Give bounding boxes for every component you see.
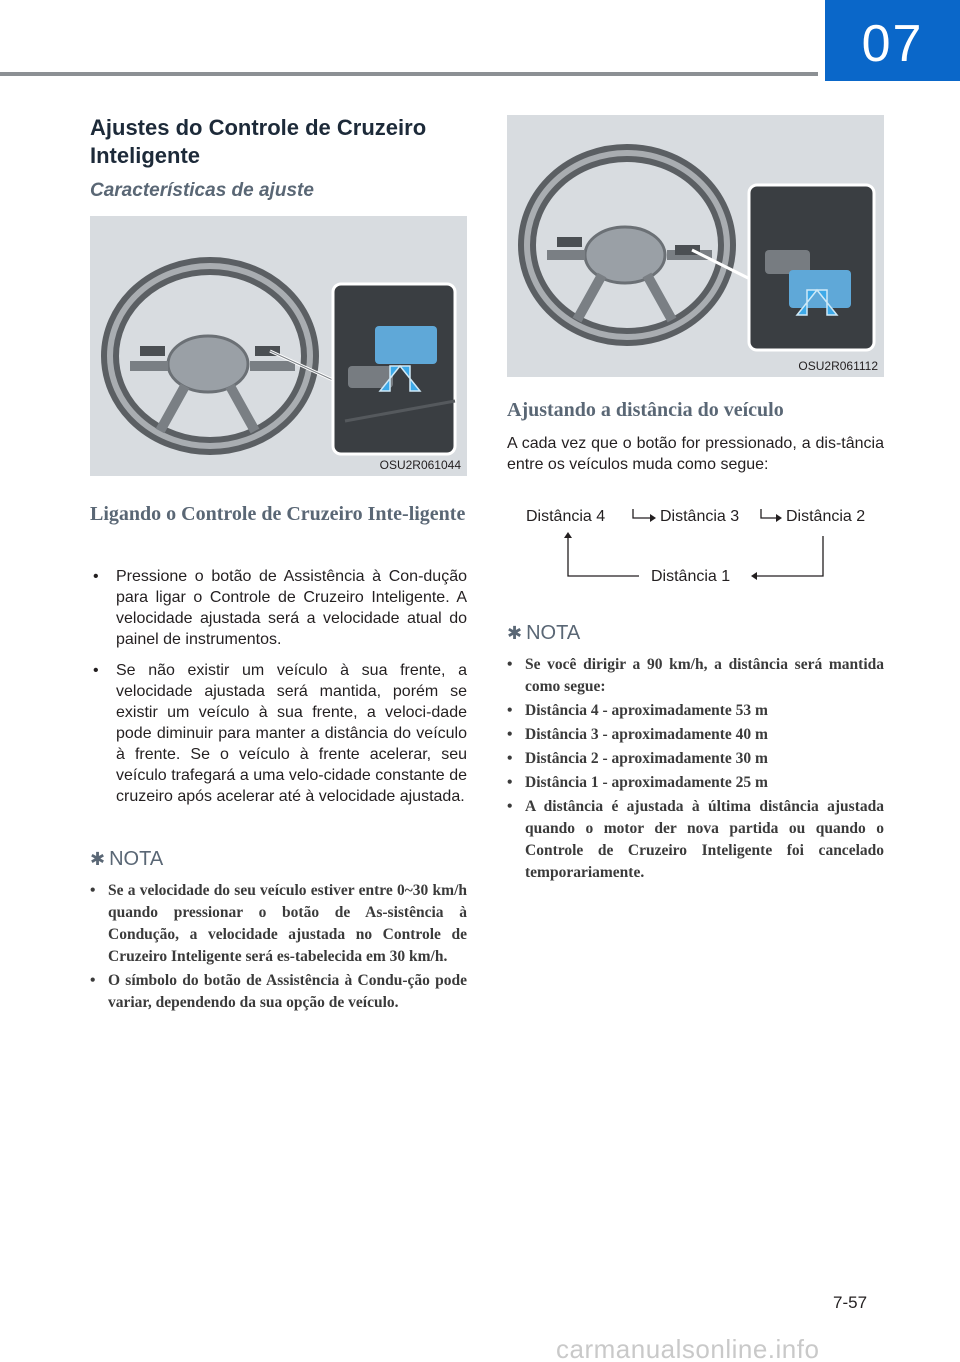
distance-4-label: Distância 4 — [526, 508, 606, 525]
nota-label: NOTA — [526, 622, 581, 644]
arrow-1-to-4 — [568, 538, 639, 576]
arrow-3-to-2 — [761, 509, 776, 518]
nota-label: NOTA — [109, 848, 164, 870]
note-item: • Se a velocidade do seu veículo estiver entre 0~30 km/h quando pressionar o botão de As-sistência à Condução, a velocidade ajustada no Controle de Cruzeiro Inteligente será es-tabelecida em 30 km/h. — [90, 880, 467, 968]
figure-code: OSU2R061112 — [798, 359, 878, 373]
section-title-ajustando — [507, 396, 884, 424]
note-list-2 — [507, 654, 884, 886]
page-title: Ajustes do Controle de Cruzeiro Inteligente — [90, 115, 427, 168]
note-item: • Distância 2 - aproximadamente 30 m — [507, 748, 884, 770]
subtitle: Características de ajuste — [90, 180, 314, 201]
diagram-arrows — [507, 500, 884, 600]
distance-2-label: Distância 2 — [786, 508, 866, 525]
note-item: • Distância 3 - aproximadamente 40 m — [507, 724, 884, 746]
distance-cycle-diagram — [507, 500, 884, 600]
header-rule — [0, 72, 818, 76]
steering-wheel-illustration — [90, 216, 467, 476]
watermark: carmanualsonline.info — [556, 1334, 820, 1362]
page-number: 7-57 — [833, 1293, 868, 1312]
note-item: • A distância é ajustada à última distância ajustada quando o motor der nova partida ou quando o Controle de Cruzeiro Inteligente foi cancelado temporariamente. — [507, 796, 884, 884]
note-item: • Distância 1 - aproximadamente 25 m — [507, 772, 884, 794]
section-title-text: Ligando o Controle de Cruzeiro Inte-ligente — [90, 503, 466, 525]
nota-heading-2 — [507, 622, 580, 645]
steering-wheel-illustration-2 — [507, 115, 884, 377]
list-item: • Se não existir um veículo à sua frente, a velocidade ajustada será mantida, porém se existir um veículo à sua frente, a veloci-dade pode diminuir para manter a distância do veículo à frente. Se o veículo à frente acelerar, seu veículo trafegará a uma velo-cidade constante de cruzeiro após acelerar até à velocidade ajustada. — [90, 660, 467, 807]
note-item: • Distância 4 - aproximadamente 53 m — [507, 700, 884, 722]
distance-1-label: Distância 1 — [651, 568, 731, 585]
bullet-list — [90, 566, 467, 817]
steering-wheel-figure-2 — [507, 115, 884, 377]
nota-heading — [90, 848, 163, 871]
arrow-2-to-1 — [757, 536, 823, 576]
note-cross-icon: ✱ — [90, 849, 106, 869]
arrow-4-to-3 — [633, 509, 650, 518]
section-title-ligando — [90, 500, 467, 528]
distance-3-label: Distância 3 — [660, 508, 740, 525]
intro-paragraph: A cada vez que o botão for pressionado, a dis-tância entre os veículos muda como segue: — [507, 435, 884, 473]
figure-code: OSU2R061044 — [379, 458, 461, 472]
note-cross-icon: ✱ — [507, 623, 523, 643]
chapter-number: 07 — [825, 0, 960, 81]
note-item: • Se você dirigir a 90 km/h, a distância será mantida como segue: — [507, 654, 884, 698]
note-item: • O símbolo do botão de Assistência à Condu-ção pode variar, dependendo da sua opção de veículo. — [90, 970, 467, 1014]
note-list — [90, 880, 467, 1016]
list-item: • Pressione o botão de Assistência à Con-dução para ligar o Controle de Cruzeiro Inteligente. A velocidade ajustada será a velocidade atual do painel de instrumentos. — [90, 566, 467, 650]
steering-wheel-figure-1 — [90, 216, 467, 476]
section-title-text: Ajustando a distância do veículo — [507, 399, 784, 421]
